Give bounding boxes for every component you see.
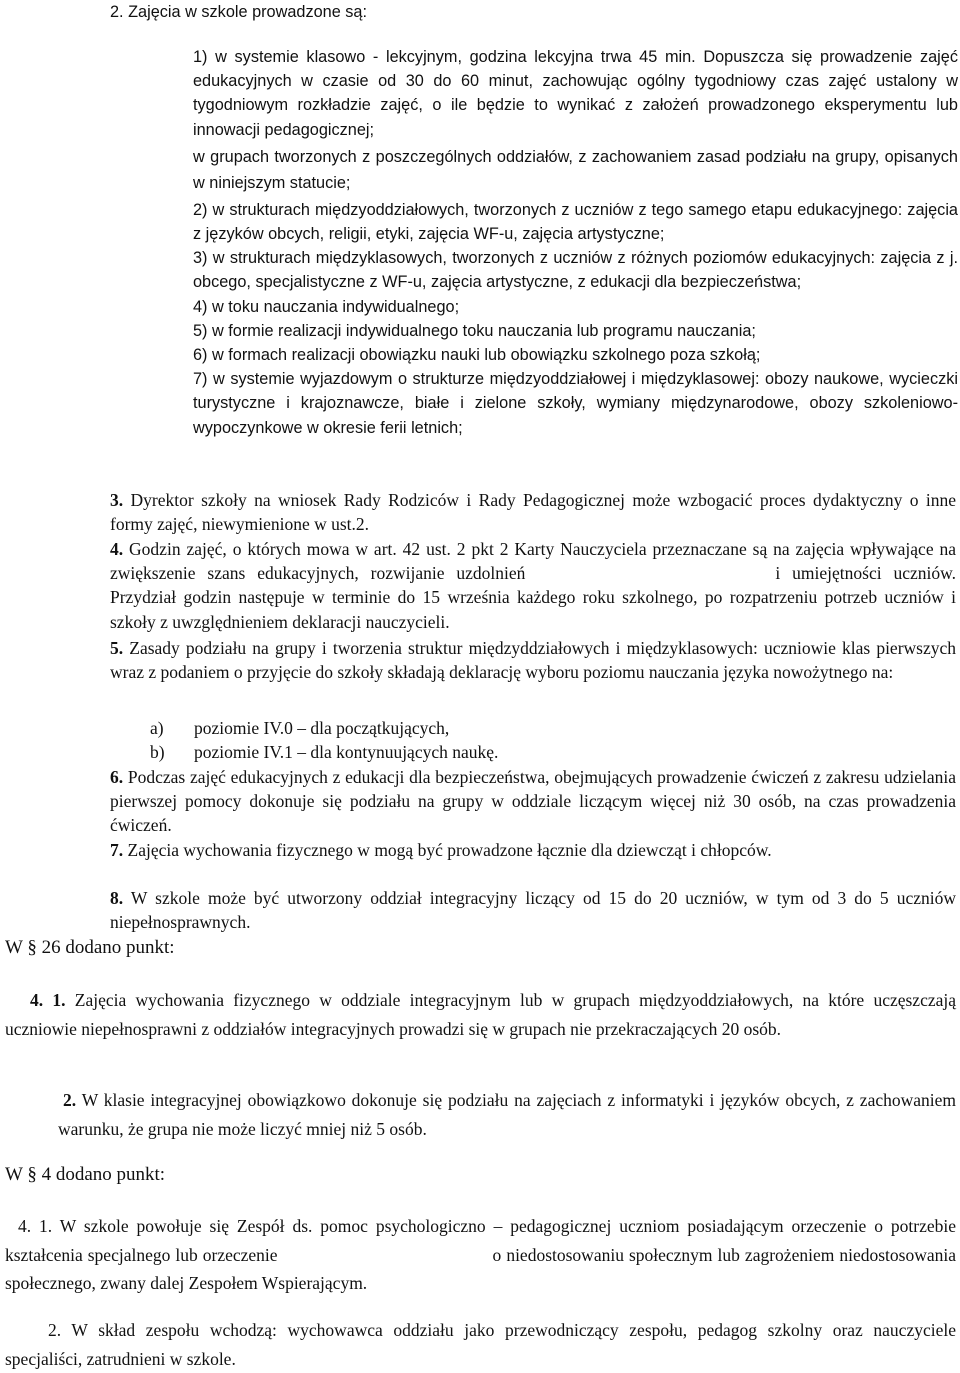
- point-4-number: 4.: [110, 539, 124, 559]
- point-8-number: 8.: [110, 888, 124, 908]
- point-4-text-b: i umiejętności uczniów. Przydział godzin następuje w terminie do 15 września każdego roku szkolnego, po rozpatrzeniu potrzeb uczniów i szkoły z uwzględnieniem deklaracji nauczycieli.: [110, 563, 956, 632]
- par-4-point-1-text-a: 4. 1. W szkole powołuje się Zespół ds. pomoc psychologiczno – pedagogicznej uczniom posiadającym orzeczenie o potrzebie kształcenia specjalnego lub orzeczenie: [5, 1216, 956, 1265]
- par-4-point-2-text: 2. W skład zespołu wchodzą: wychowawca oddziału jako przewodniczący zespołu, pedagog szkolny oraz nauczyciele specjaliści, zatrudnieni w szkole.: [5, 1320, 956, 1369]
- heading-par-4-text: W § 4 dodano punkt:: [5, 1164, 166, 1185]
- par-4-point-2: [5, 1316, 956, 1373]
- item-4: 4) w toku nauczania indywidualnego;: [193, 297, 460, 316]
- option-b-text: poziomie IV.1 – dla kontynuujących naukę.: [194, 742, 499, 762]
- option-b-marker: b): [150, 742, 165, 762]
- par-26-point-2: [58, 1086, 956, 1143]
- par-4-point-1: [5, 1212, 956, 1298]
- heading-par-26: [5, 935, 605, 961]
- par-26-point-2-number: 2.: [63, 1090, 77, 1110]
- point-5: [110, 636, 956, 684]
- heading-par-26-text: W § 26 dodano punkt:: [5, 937, 175, 958]
- point-8-text: W szkole może być utworzony oddział integracyjny liczący od 15 do 20 uczniów, w tym od 3 do 5 uczniów niepełnosprawnych.: [110, 888, 956, 933]
- section-2-title: 2. Zajęcia w szkole prowadzone są:: [110, 3, 368, 21]
- point-5-option-b: [150, 740, 850, 764]
- point-3-text: Dyrektor szkoły na wniosek Rady Rodziców i Rady Pedagogicznej może wzbogacić proces dydaktyczny o inne formy zajęć, niewymienione w ust.2.: [110, 490, 956, 535]
- section-2: [110, 0, 960, 24]
- par-4-point-1-text-b: o niedostosowaniu społecznym lub zagrożeniem niedostosowania społecznego, zwany dalej Zespołem Wspierającym.: [5, 1244, 956, 1293]
- par-26-point-4-1-text: Zajęcia wychowania fizycznego w oddziale integracyjnym lub w grupach międzyoddziałowych, na które uczęszczają uczniowie niepełnosprawni z oddziałów integracyjnych prowadzi się w grupach nie przekraczających 20 osób.: [5, 990, 957, 1039]
- point-3-number: 3.: [110, 490, 124, 510]
- point-4: [110, 537, 956, 634]
- item-1: 1) w systemie klasowo - lekcyjnym, godzina lekcyjna trwa 45 min. Dopuszcza się prowadzenie zajęć edukacyjnych w czasie od 30 do 60 minut, zachowując ogólny tygodniowy czas zajęć ustalony w tygodniowym rozkładzie zajęć, o ile będzie to wynikać z założeń prowadzonego eksperymentu lub innowacji pedagogicznej;: [193, 48, 958, 139]
- point-7-text: Zajęcia wychowania fizycznego w mogą być prowadzone łącznie dla dziewcząt i chłopców.: [127, 840, 772, 860]
- point-6: [110, 765, 956, 838]
- point-7: [110, 838, 956, 862]
- heading-par-4: [5, 1162, 605, 1188]
- item-3: 3) w strukturach międzyklasowych, tworzonych z uczniów z różnych poziomów edukacyjnych: zajęcia z j. obcego, specjalistyczne z WF-u, zajęcia artystyczne, z edukacji dla bezpieczeństwa;: [193, 249, 958, 292]
- section-2-items: [193, 45, 958, 440]
- point-3: [110, 488, 956, 536]
- point-5-text: Zasady podziału na grupy i tworzenia struktur międzyddziałowych i międzyklasowych: uczniowie klas pierwszych wraz z podaniem o przyjęcie do szkoły składają deklarację wyboru poziomu nauczania języka nowożytnego na:: [110, 638, 957, 683]
- point-6-number: 6.: [110, 767, 124, 787]
- point-6-text: Podczas zajęć edukacyjnych z edukacji dla bezpieczeństwa, obejmujących prowadzenie ćwiczeń z zakresu udzielania pierwszej pomocy dokonuje się podziału na grupy w oddziale liczącym więcej niż 30 osób, na czas prowadzenia ćwiczeń.: [110, 767, 956, 836]
- point-5-option-a: [150, 716, 850, 740]
- item-6: 6) w formach realizacji obowiązku nauki lub obowiązku szkolnego poza szkołą;: [193, 346, 761, 365]
- par-26-point-4-1-number: 4. 1.: [30, 990, 66, 1010]
- option-a-text: poziomie IV.0 – dla początkujących,: [194, 718, 450, 738]
- item-7: 7) w systemie wyjazdowym o strukturze międzyoddziałowej i międzyklasowej: obozy naukowe, wycieczki turystyczne i krajoznawcze, białe i zielone szkoły, wymiany międzynarodowe, obozy szkoleniowo- wypoczynkowe w okresie ferii letnich;: [193, 370, 958, 437]
- point-7-number: 7.: [110, 840, 124, 860]
- option-a-marker: a): [150, 718, 164, 738]
- point-8: [110, 886, 956, 934]
- point-5-number: 5.: [110, 638, 124, 658]
- point-4-text-a: Godzin zajęć, o których mowa w art. 42 ust. 2 pkt 2 Karty Nauczyciela przeznaczane są na zajęcia wpływające na zwiększenie szans edukacyjnych, rozwijanie uzdolnień: [110, 539, 957, 584]
- item-2: 2) w strukturach międzyoddziałowych, tworzonych z uczniów z tego samego etapu edukacyjnego: zajęcia z języków obcych, religii, etyki, zajęcia WF-u, zajęcia artystyczne;: [193, 200, 958, 244]
- par-26-point-4-1: [5, 986, 956, 1043]
- par-26-point-2-text: W klasie integracyjnej obowiązkowo dokonuje się podziału na zajęciach z informatyki i języków obcych, z zachowaniem warunku, że grupa nie może liczyć mniej niż 5 osób.: [58, 1090, 957, 1139]
- item-1-continuation: w grupach tworzonych z poszczególnych oddziałów, z zachowaniem zasad podziału na grupy, opisanych w niniejszym statucie;: [193, 147, 958, 192]
- item-5: 5) w formie realizacji indywidualnego toku nauczania lub programu nauczania;: [193, 321, 756, 340]
